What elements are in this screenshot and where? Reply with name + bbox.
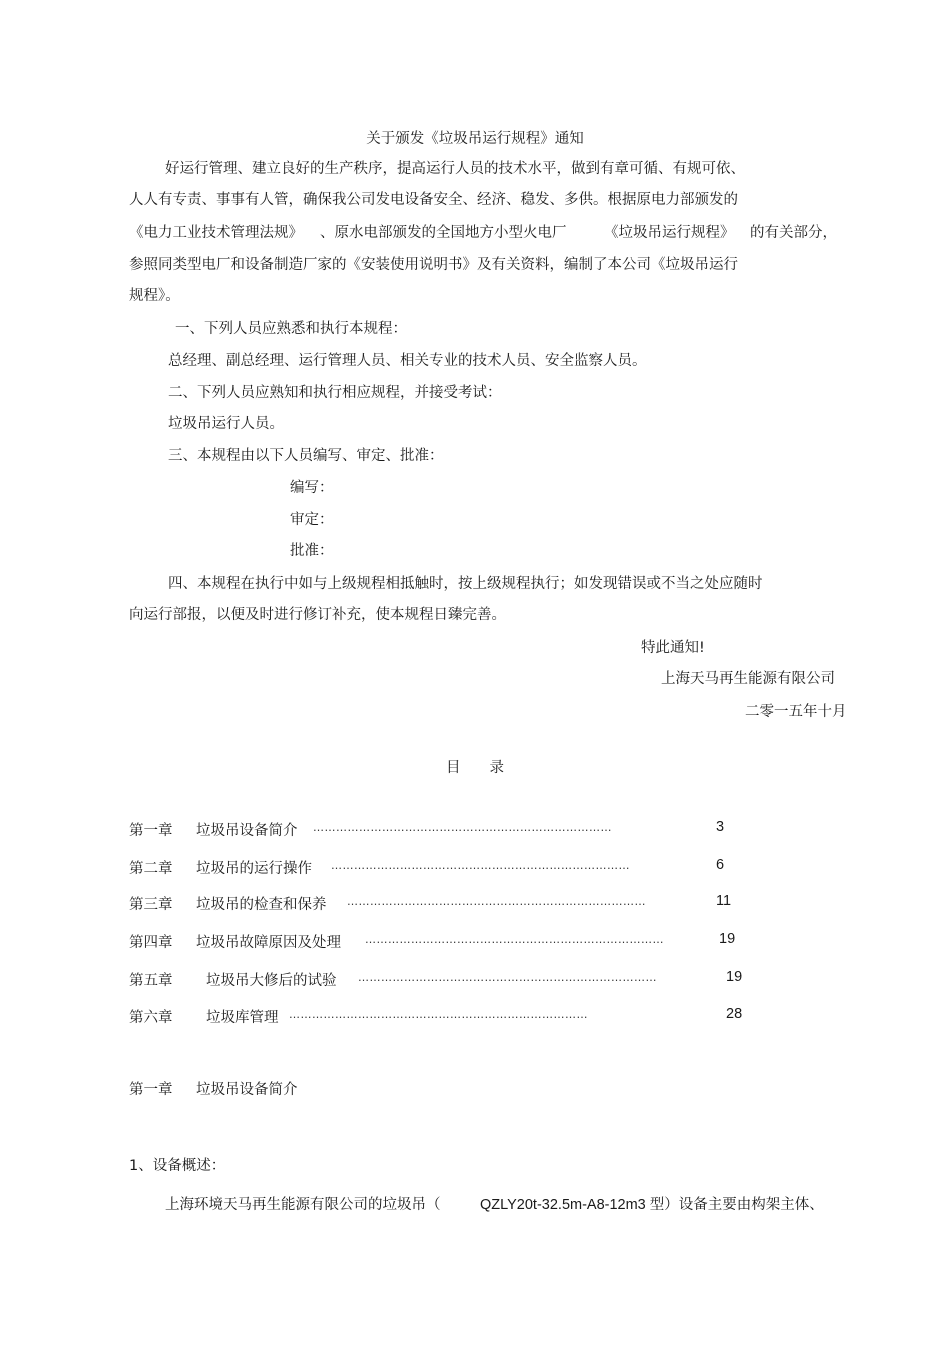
notice-title: 关于颁发《垃圾吊运行规程》通知 (366, 131, 584, 147)
notice-paragraph-line: 的有关部分， (750, 225, 837, 241)
notice-paragraph-line: 规程》。 (129, 288, 180, 304)
toc-entry[interactable] (129, 969, 769, 989)
notice-paragraph-line: 人人有专责、事事有人管，确保我公司发电设备安全、经济、稳发、多供。根据原电力部颁发的 (129, 192, 738, 208)
item-4-line: 四、本规程在执行中如与上级规程相抵触时，按上级规程执行；如发现错误或不当之处应随时 (168, 576, 763, 592)
chapter-1-label: 第一章 (129, 1082, 173, 1098)
item-1-body: 总经理、副总经理、运行管理人员、相关专业的技术人员、安全监察人员。 (168, 353, 647, 369)
toc-entry[interactable] (129, 893, 769, 913)
toc-chapter: 第四章 (129, 935, 173, 951)
toc-entry[interactable] (129, 857, 769, 877)
toc-leader: …………………………………………………………………… (331, 859, 630, 872)
toc-page: 3 (716, 819, 725, 835)
toc-title: 目 录 (446, 760, 504, 776)
toc-name: 垃圾吊大修后的试验 (206, 973, 337, 989)
closing-remark: 特此通知! (641, 640, 705, 656)
compile-label: 编写： (290, 480, 334, 496)
toc-chapter: 第三章 (129, 897, 173, 913)
item-2-heading: 二、下列人员应熟知和执行相应规程，并接受考试： (168, 385, 502, 401)
notice-paragraph-line: 、原水电部颁发的全国地方小型火电厂 (320, 225, 567, 241)
toc-page: 28 (726, 1006, 743, 1022)
toc-name: 垃圾吊的运行操作 (196, 861, 312, 877)
item-4-line: 向运行部报，以便及时进行修订补充，使本规程日臻完善。 (129, 607, 506, 623)
toc-page: 6 (716, 857, 725, 873)
review-label: 审定： (290, 512, 334, 528)
approve-label: 批准： (290, 543, 334, 559)
notice-paragraph-line: 《电力工业技术管理法规》 (129, 225, 303, 241)
toc-chapter: 第六章 (129, 1010, 173, 1026)
toc-name: 垃圾吊故障原因及处理 (196, 935, 341, 951)
toc-entry[interactable] (129, 1006, 769, 1026)
toc-leader: …………………………………………………………………… (313, 821, 612, 834)
toc-page: 19 (726, 969, 743, 985)
toc-leader: …………………………………………………………………… (347, 895, 646, 908)
toc-name: 垃圾吊设备简介 (196, 823, 298, 839)
notice-paragraph-line: 《垃圾吊运行规程》 (604, 225, 735, 241)
notice-paragraph-line: 参照同类型电厂和设备制造厂家的《安装使用说明书》及有关资料，编制了本公司《垃圾吊运行 (129, 257, 738, 273)
company-name: 上海天马再生能源有限公司 (661, 671, 835, 687)
body-text: 上海环境天马再生能源有限公司的垃圾吊（ (165, 1197, 441, 1213)
item-2-body: 垃圾吊运行人员。 (168, 416, 284, 432)
toc-leader: …………………………………………………………………… (358, 971, 657, 984)
body-text-model: QZLY20t-32.5m-A8-12m3 型）设备主要由构架主体、 (480, 1197, 824, 1213)
toc-entry[interactable] (129, 819, 769, 839)
toc-name: 垃圾吊的检查和保养 (196, 897, 327, 913)
issue-date: 二零一五年十月 (745, 704, 847, 720)
toc-entry[interactable] (129, 931, 769, 951)
toc-chapter: 第二章 (129, 861, 173, 877)
item-1-heading: 一、下列人员应熟悉和执行本规程： (175, 321, 407, 337)
toc-leader: …………………………………………………………………… (289, 1008, 588, 1021)
toc-page: 11 (716, 893, 732, 909)
chapter-1-title: 垃圾吊设备简介 (196, 1082, 298, 1098)
section-heading: 1、设备概述： (129, 1158, 226, 1174)
toc-page: 19 (719, 931, 736, 947)
toc-leader: …………………………………………………………………… (365, 933, 664, 946)
toc-chapter: 第五章 (129, 973, 173, 989)
item-3-heading: 三、本规程由以下人员编写、审定、批准： (168, 448, 444, 464)
toc-name: 垃圾库管理 (206, 1010, 279, 1026)
notice-paragraph-line: 好运行管理、建立良好的生产秩序，提高运行人员的技术水平，做到有章可循、有规可依、 (165, 161, 745, 177)
toc-chapter: 第一章 (129, 823, 173, 839)
